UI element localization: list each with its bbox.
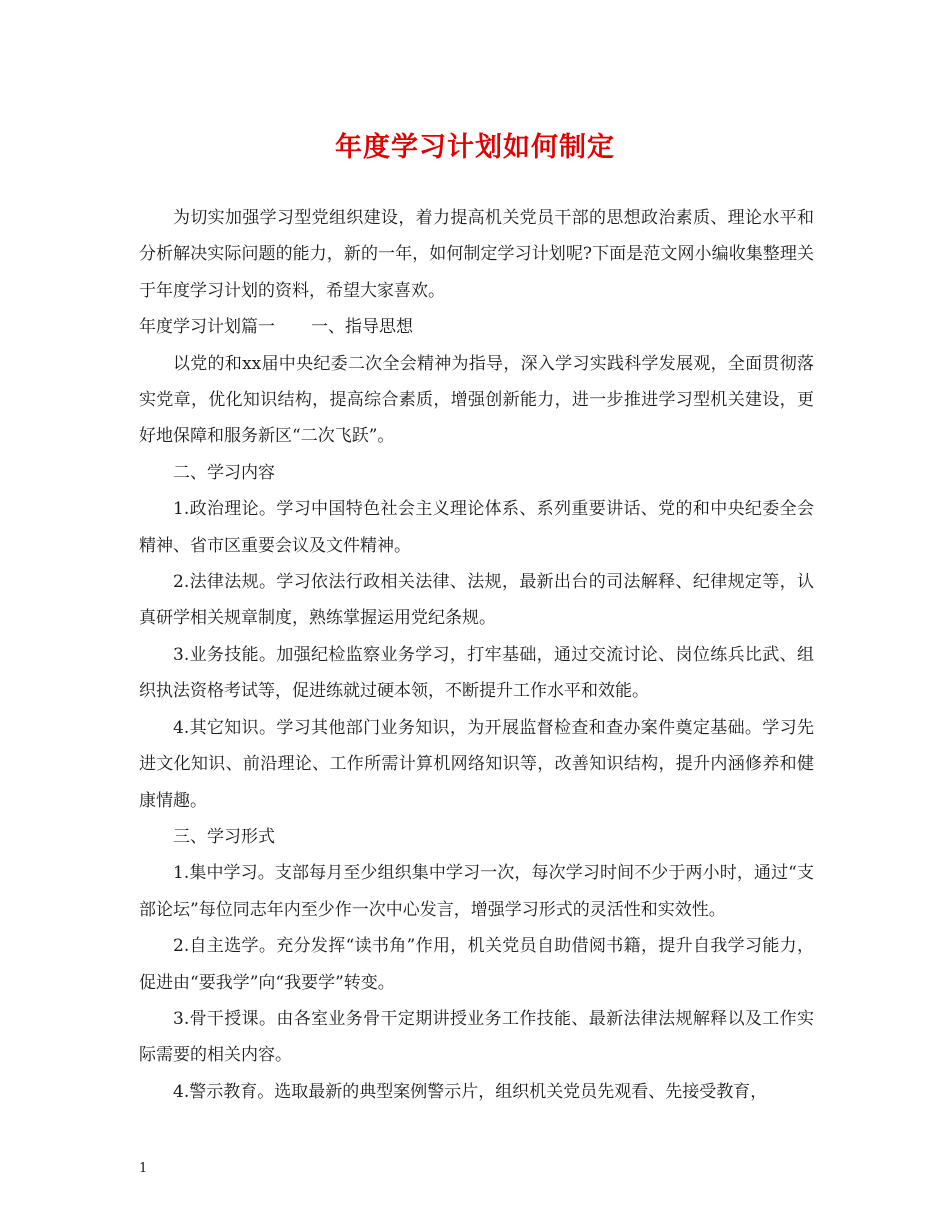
page-number: 1 [139, 1161, 148, 1176]
paragraph-form-item: 1.集中学习。支部每月至少组织集中学习一次，每次学习时间不少于两小时，通过“支部论坛”每位同志年内至少作一次中心发言，增强学习形式的灵活性和实效性。 [139, 863, 814, 920]
paragraph-content-item: 1.政治理论。学习中国特色社会主义理论体系、系列重要讲话、党的和中央纪委全会精神、省市区重要会议及文件精神。 [139, 499, 814, 556]
paragraph-content-item: 3.业务技能。加强纪检监察业务学习，打牢基础，通过交流讨论、岗位练兵比武、组织执法资格考试等，促进练就过硬本领，不断提升工作水平和效能。 [139, 644, 814, 702]
document-title: 年度学习计划如何制定 [335, 132, 615, 163]
paragraph-guiding-ideology: 以党的和xx届中央纪委二次全会精神为指导，深入学习实践科学发展观，全面贯彻落实党章，优化知识结构，提高综合素质，增强创新能力，进一步推进学习型机关建设，更好地保障和服务新区“二次飞跃”。 [139, 353, 814, 447]
paragraph-intro: 为切实加强学习型党组织建设，着力提高机关党员干部的思想政治素质、理论水平和分析解决实际问题的能力，新的一年，如何制定学习计划呢?下面是范文网小编收集整理关于年度学习计划的资料，希望大家喜欢。 [139, 208, 814, 301]
document-body [139, 200, 814, 1110]
section-heading-study-content: 二、学习内容 [173, 462, 275, 483]
section-heading-line [139, 309, 814, 345]
paragraph-form-item: 3.骨干授课。由各室业务骨干定期讲授业务工作技能、最新法律法规解释以及工作实际需要的相关内容。 [139, 1008, 814, 1066]
plan-part-label: 年度学习计划篇一 [139, 317, 275, 338]
paragraph-form-item: 4.警示教育。选取最新的典型案例警示片，组织机关党员先观看、先接受教育， [173, 1081, 768, 1102]
section-heading-guiding-ideology: 一、指导思想 [311, 317, 413, 338]
paragraph-content-item: 4.其它知识。学习其他部门业务知识，为开展监督检查和查办案件奠定基础。学习先进文化知识、前沿理论、工作所需计算机网络知识等，改善知识结构，提升内涵修养和健康情趣。 [139, 717, 814, 811]
paragraph-content-item: 2.法律法规。学习依法行政相关法律、法规，最新出台的司法解释、纪律规定等，认真研学相关规章制度，熟练掌握运用党纪条规。 [139, 572, 814, 629]
paragraph-form-item: 2.自主选学。充分发挥“读书角”作用，机关党员自助借阅书籍，提升自我学习能力，促进由“要我学”向“我要学”转变。 [139, 936, 814, 993]
section-heading-study-form: 三、学习形式 [173, 826, 275, 847]
